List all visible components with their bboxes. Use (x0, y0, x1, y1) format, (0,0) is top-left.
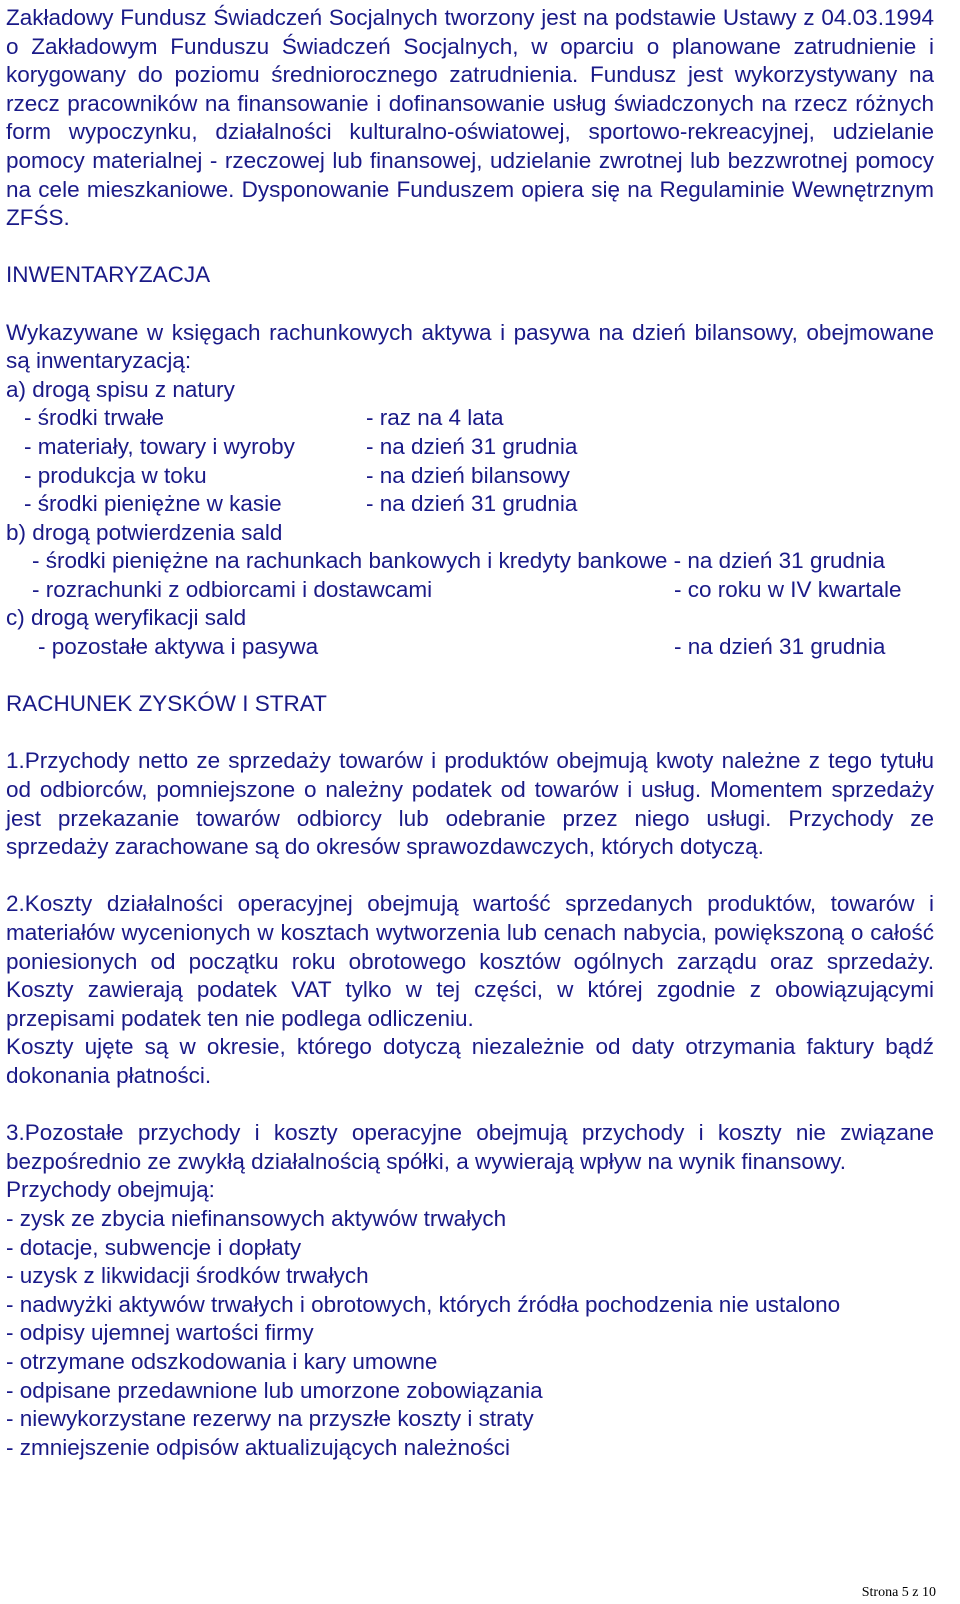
spacer (6, 719, 934, 748)
inventory-b-title: b) drogą potwierdzenia sald (6, 519, 283, 545)
pnl-paragraph-2b: Koszty ujęte są w okresie, którego dotyczą niezależnie od daty otrzymania faktury bądź dokonania płatności. (6, 1034, 934, 1088)
list-item: - dotacje, subwencje i dopłaty (6, 1234, 302, 1260)
inventory-b-row (6, 576, 934, 605)
pnl-heading: RACHUNEK ZYSKÓW I STRAT (6, 691, 327, 717)
inventory-a-item: - materiały, towary i wyroby (24, 433, 295, 459)
inventory-a-item: - środki trwałe (24, 405, 165, 431)
page-number: Strona 5 z 10 (861, 1585, 936, 1600)
inventory-heading: INWENTARYZACJA (6, 262, 211, 288)
inventory-intro: Wykazywane w księgach rachunkowych aktywa i pasywa na dzień bilansowy, obejmowane są inwentaryzacją: (6, 319, 934, 374)
income-list (6, 1205, 934, 1462)
inventory-a-when: - raz na 4 lata (366, 405, 504, 431)
inventory-a-row (6, 433, 934, 462)
list-item: - odpisy ujemnej wartości firmy (6, 1320, 314, 1346)
inventory-a-title: a) drogą spisu z natury (6, 376, 235, 402)
list-item: - otrzymane odszkodowania i kary umowne (6, 1348, 438, 1374)
inventory-a-when: - na dzień bilansowy (366, 462, 570, 488)
spacer (6, 862, 934, 891)
spacer (6, 662, 934, 691)
inventory-c-row (6, 633, 934, 662)
list-item: - zmniejszenie odpisów aktualizujących należności (6, 1434, 510, 1460)
inventory-a-when: - na dzień 31 grudnia (366, 491, 578, 517)
spacer (6, 1091, 934, 1120)
spacer (6, 233, 934, 262)
inventory-c-when: - na dzień 31 grudnia (674, 634, 886, 660)
inventory-b-item-bank: - środki pieniężne na rachunkach bankowych i kredyty bankowe - na dzień 31 grudnia (32, 548, 886, 574)
inventory-a-item: - środki pieniężne w kasie (24, 491, 282, 517)
list-item: - niewykorzystane rezerwy na przyszłe koszty i straty (6, 1406, 534, 1432)
list-item: - nadwyżki aktywów trwałych i obrotowych, których źródła pochodzenia nie ustalono (6, 1291, 841, 1317)
pnl-paragraph-2: 2.Koszty działalności operacyjnej obejmują wartość sprzedanych produktów, towarów i materiałów wycenionych w kosztach wytworzenia lub cenach nabycia, powiększoną o całość poniesionych od początku roku obrotowego kosztów ogólnych zarządu oraz sprzedaży. Koszty zawierają podatek VAT tylko w tej części, w której zgodnie z obowiązującymi przepisami podatek ten nie podlega odliczeniu. (6, 891, 934, 1031)
income-title: Przychody obejmują: (6, 1177, 215, 1203)
inventory-a-row (6, 490, 934, 519)
list-item: - zysk ze zbycia niefinansowych aktywów trwałych (6, 1205, 507, 1231)
list-item: - odpisane przedawnione lub umorzone zobowiązania (6, 1377, 543, 1403)
inventory-c-title: c) drogą weryfikacji sald (6, 605, 247, 631)
inventory-b-when: - co roku w IV kwartale (674, 576, 902, 602)
inventory-b-item: - rozrachunki z odbiorcami i dostawcami (32, 576, 433, 602)
inventory-a-row (6, 404, 934, 433)
inventory-a-row (6, 462, 934, 491)
inventory-a-item: - produkcja w toku (24, 462, 207, 488)
pnl-paragraph-1: 1.Przychody netto ze sprzedaży towarów i produktów obejmują kwoty należne z tego tytułu od odbiorców, pomniejszone o należny podatek od towarów i usług. Momentem sprzedaży jest przekazanie towarów odbiorcy lub odebranie przez niego usługi. Przychody ze sprzedaży zarachowane są do okresów sprawozdawczych, których dotyczą. (6, 748, 934, 860)
document-page (6, 4, 934, 1462)
list-item: - uzysk z likwidacji środków trwałych (6, 1263, 369, 1289)
inventory-a-when: - na dzień 31 grudnia (366, 433, 578, 459)
spacer (6, 290, 934, 319)
pnl-paragraph-3: 3.Pozostałe przychody i koszty operacyjne obejmują przychody i koszty nie związane bezpośrednio ze zwykłą działalnością spółki, a wywierają wpływ na wynik finansowy. (6, 1120, 934, 1174)
inventory-c-item: - pozostałe aktywa i pasywa (38, 634, 319, 660)
zfss-paragraph: Zakładowy Fundusz Świadczeń Socjalnych tworzony jest na podstawie Ustawy z 04.03.1994 o Zakładowym Funduszu Świadczeń Socjalnych, w oparciu o planowane zatrudnienie i korygowany do poziomu średniorocznego zatrudnienia. Fundusz jest wykorzystywany na rzecz pracowników na finansowanie i dofinansowanie usług świadczonych na rzecz różnych form wypoczynku, działalności kulturalno-oświatowej, sportowo-rekreacyjnej, udzielanie pomocy materialnej - rzeczowej lub finansowej, udzielanie zwrotnej lub bezzwrotnej pomocy na cele mieszkaniowe. Dysponowanie Funduszem opiera się na Regulaminie Wewnętrznym ZFŚS. (6, 5, 934, 231)
